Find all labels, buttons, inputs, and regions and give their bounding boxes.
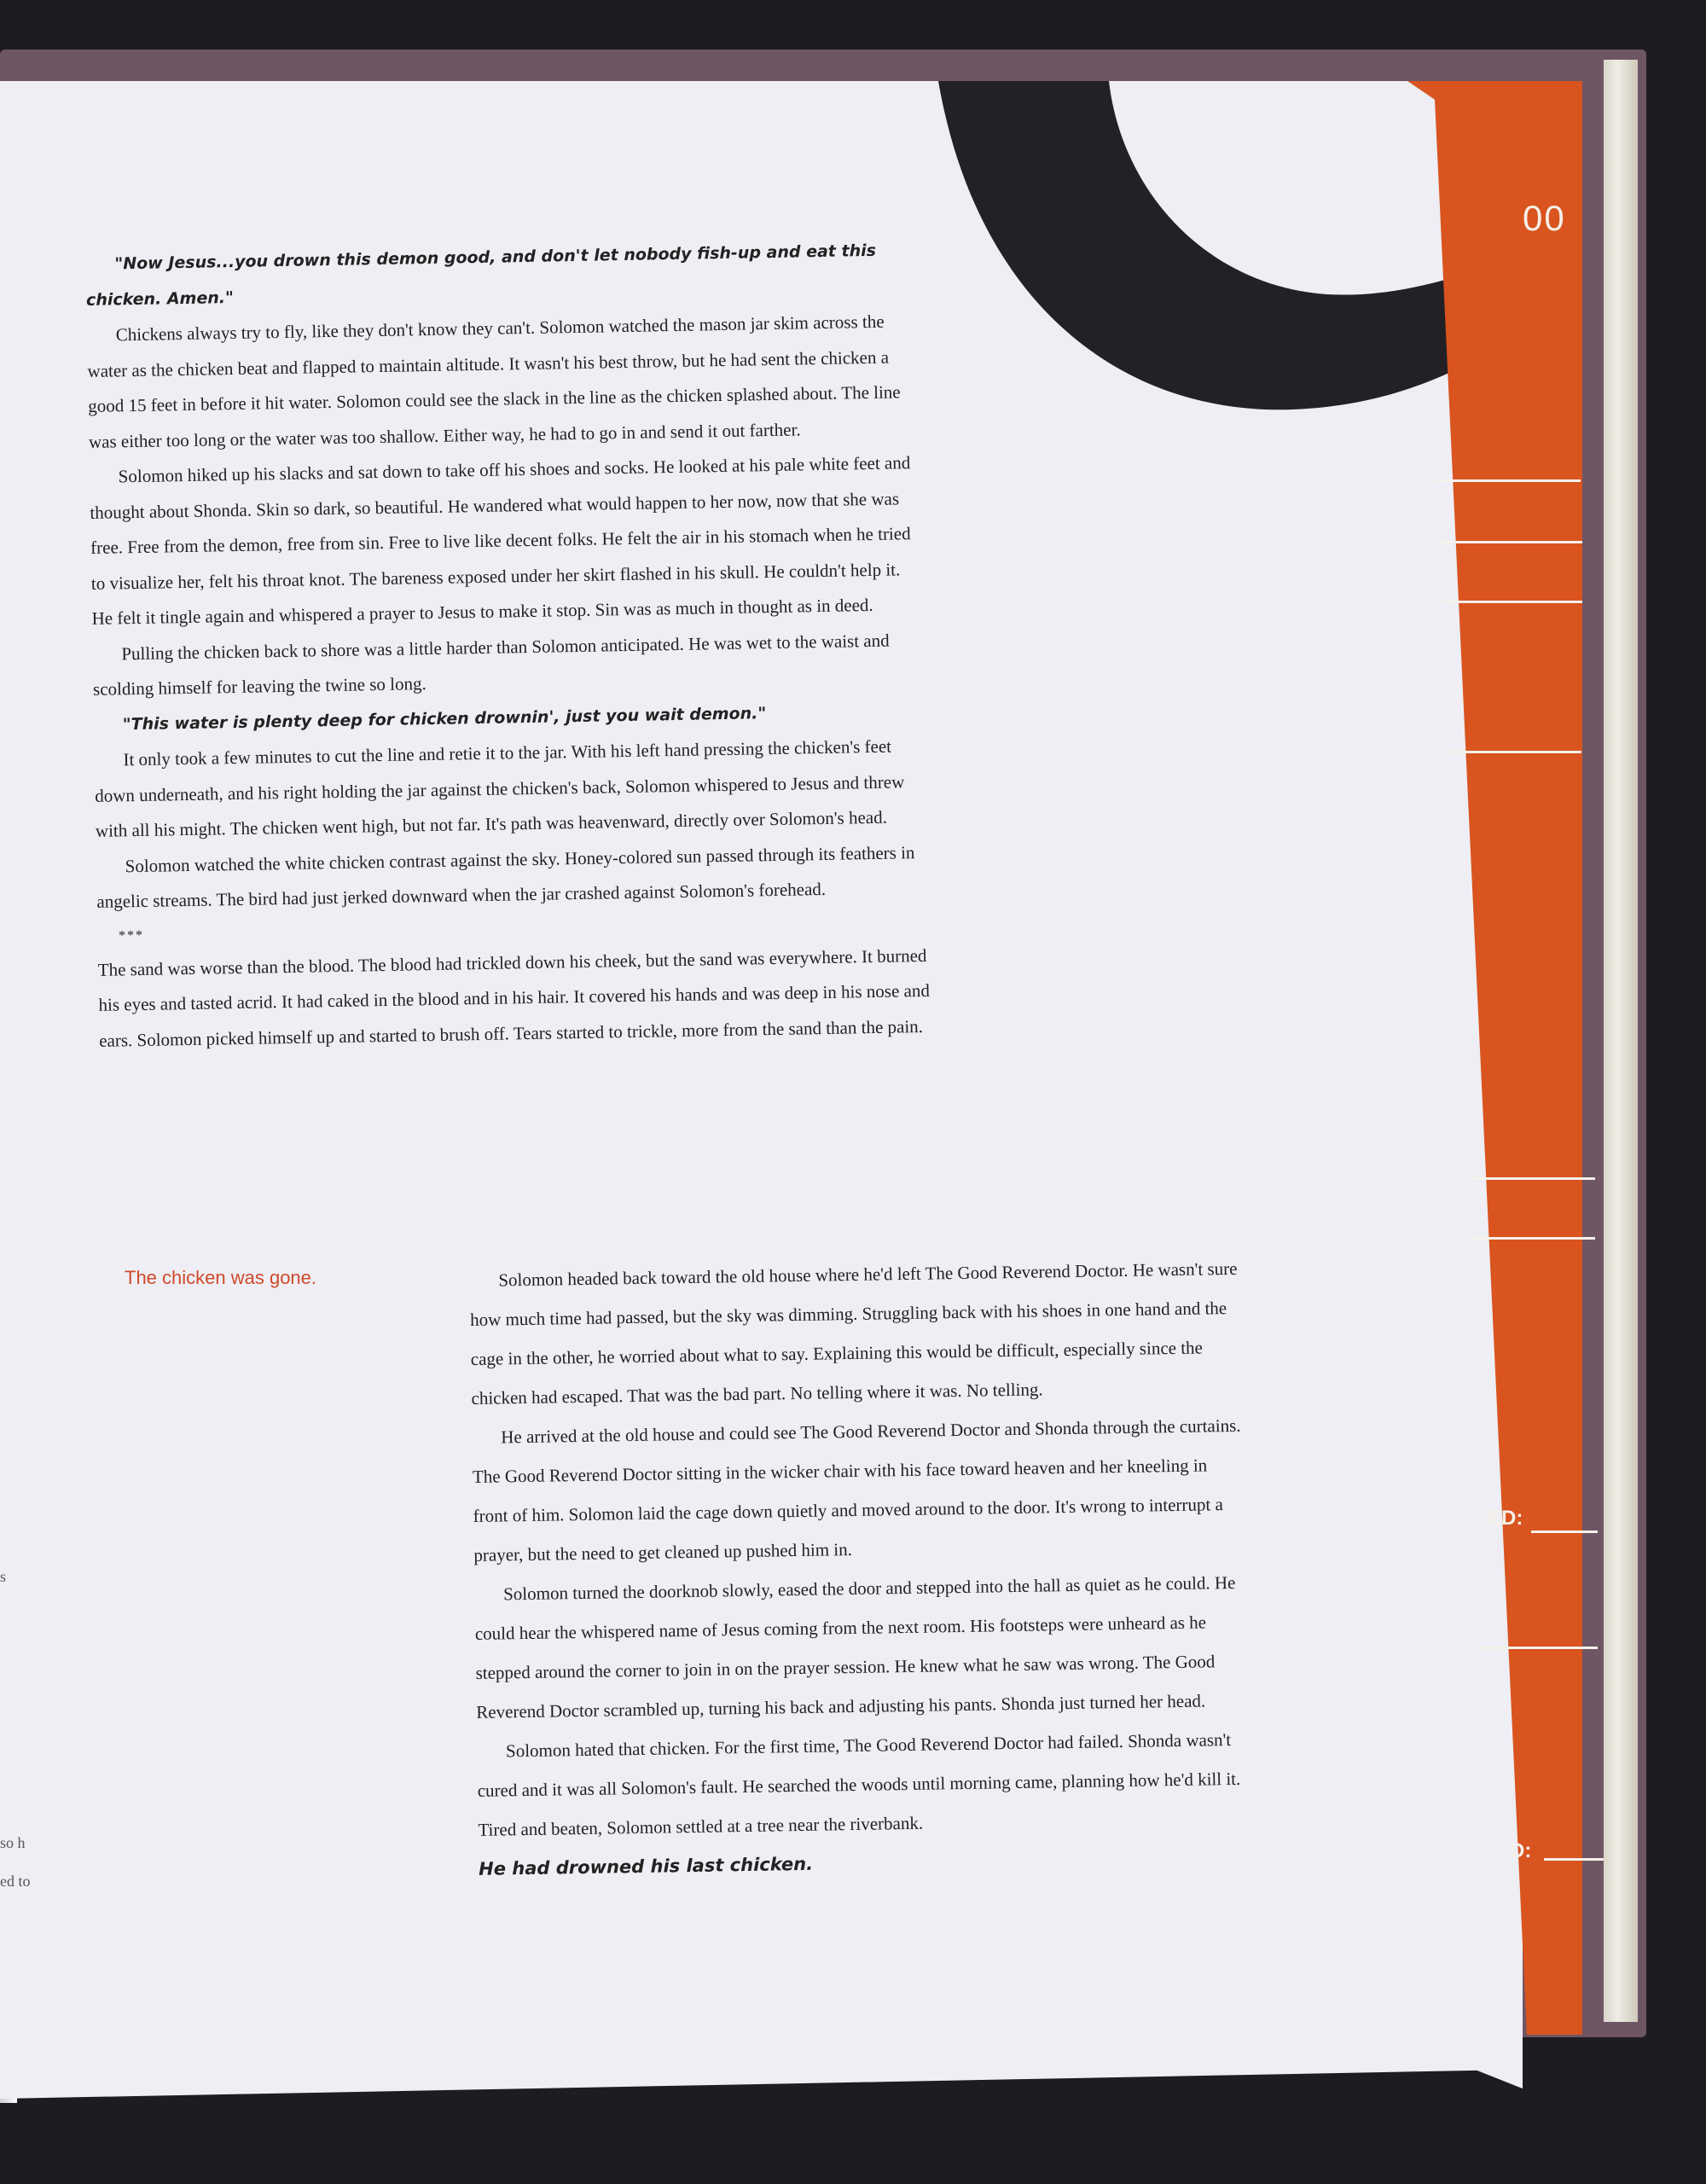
left-page-fragment: ed to: [0, 1873, 31, 1890]
dialogue-quote: "Now Jesus...you drown this demon good, and don't let nobody fish-up and eat this chicken. Amen.": [85, 241, 877, 310]
ruler-tick: [1480, 1647, 1598, 1649]
ruler-tick: [1544, 1858, 1604, 1861]
paragraph: Solomon headed back toward the old house where he'd left The Good Reverend Doctor. He wasn't sure how much time had passed, but the sky was dimming. Struggling back with his shoes in one hand and the cage in the other, he worried about what to say. Explaining this would be difficult, especially since the chicken had escaped. That was the bad part. No telling where it was. No telling.: [469, 1258, 1238, 1409]
story-column-2: [469, 1249, 1250, 1889]
closing-line: He had drowned his last chicken.: [479, 1853, 814, 1879]
ruler-tick: [1469, 1237, 1595, 1240]
ruler-tick: [1467, 1177, 1595, 1180]
paragraph: He arrived at the old house and could see The Good Reverend Doctor and Shonda through the curtains. The Good Reverend Doctor sitting in the wicker chair with his face toward heaven and her kneeling in front of him. Solomon laid the cage down quietly and moved around to the door. It's wrong to interrupt a prayer, but the need to get cleaned up pushed him in.: [472, 1414, 1241, 1565]
paragraph: Solomon hated that chicken. For the first time, The Good Reverend Doctor had failed. Shonda wasn't cured and it was all Solomon's fault. He searched the woods until morning came, planning how he'd kill it. Tired and beaten, Solomon settled at a tree near the riverbank.: [477, 1729, 1241, 1840]
dialogue-quote: "This water is plenty deep for chicken drownin', just you wait demon.": [122, 703, 767, 734]
left-page-fragment: s: [0, 1568, 7, 1585]
stripe-number: 00: [1523, 198, 1566, 238]
story-column-1: [85, 233, 931, 1059]
paragraph: Solomon watched the white chicken contrast against the sky. Honey-colored sun passed through its feathers in angelic streams. The bird had just jerked downward when the jar crashed against Solomon's forehead.: [96, 841, 915, 912]
paragraph: It only took a few minutes to cut the line and retie it to the jar. With his left hand pressing the chicken's feet down underneath, and his right holding the jar against the chicken's back, Solomon whispered to Jesus and threw with all his might. The chicken went high, but not far. It's path was heavenward, directly over Solomon's head.: [95, 735, 905, 841]
paragraph: The sand was worse than the blood. The blood had trickled down his cheek, but the sand was everywhere. It burned his eyes and tasted acrid. It had caked in the blood and in his hair. It covered his hands and was deep in his nose and ears. Solomon picked himself up and started to brush off. Tears started to trickle, more from the sand than the pain.: [97, 944, 931, 1051]
left-page-fragment: so h: [0, 1834, 26, 1851]
ruler-tick: [1442, 601, 1582, 603]
stripe-label: ED:: [1488, 1507, 1523, 1530]
ruler-tick: [1436, 479, 1581, 482]
paragraph: Solomon hiked up his slacks and sat down to take off his shoes and socks. He looked at his pale white feet and thought about Shonda. Skin so dark, so beautiful. He wandered what would happen to her now, now that she was free. Free from the demon, free from sin. Free to live like decent folks. He felt the air in his stomach when he tried to visualize her, felt his throat knot. The bareness exposed under her skirt flashed in his skull. He couldn't help it. He felt it tingle again and whispered a prayer to Jesus to make it stop. Sin was as much in thought as in deed.: [90, 452, 911, 629]
paragraph: Solomon turned the doorknob slowly, eased the door and stepped into the hall as quiet as he could. He could hear the whispered name of Jesus coming from the next room. His footsteps were unheard as he stepped around the corner to join in on the prayer session. He knew what he saw was wrong. The Good Reverend Doctor scrambled up, turning his back and adjusting his pants. Shonda just turned her head.: [474, 1571, 1236, 1722]
ruler-tick: [1531, 1531, 1598, 1533]
paragraph: Pulling the chicken back to shore was a little harder than Solomon anticipated. He was wet to the waist and scolding himself for leaving the twine so long.: [92, 630, 890, 700]
section-separator: ***: [118, 927, 145, 943]
pull-quote: The chicken was gone.: [125, 1267, 317, 1288]
stripe-label: D:: [1510, 1839, 1532, 1862]
page-stack-edge: [1604, 60, 1638, 2022]
ruler-tick: [1437, 541, 1582, 543]
ruler-tick: [1447, 751, 1581, 753]
paragraph: Chickens always try to fly, like they don't know they can't. Solomon watched the mason jar skim across the water as the chicken beat and flapped to maintain altitude. It wasn't his best throw, but he had sent the chicken a good 15 feet in before it hit water. Solomon could see the slack in the line as the chicken splashed about. The line was either too long or the water was too shallow. Either way, he had to go in and send it out farther.: [87, 311, 901, 452]
